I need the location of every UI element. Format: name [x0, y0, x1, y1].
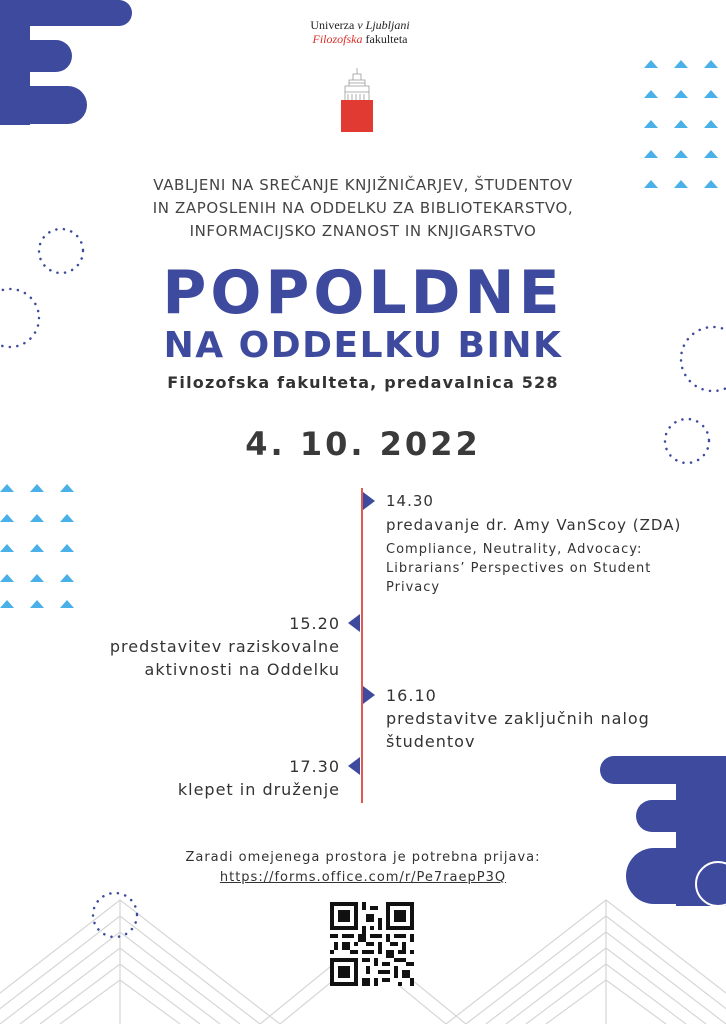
event1-title: predavanje dr. Amy VanScoy (ZDA): [386, 516, 682, 534]
event2-line1: predstavitev raziskovalne: [109, 637, 340, 656]
event1-sub1: Compliance, Neutrality, Advocacy:: [386, 542, 643, 557]
faculty-crest-icon: [337, 66, 377, 134]
event-location: Filozofska fakulteta, predavalnica 528: [167, 373, 559, 392]
timeline-line: [361, 488, 363, 803]
event-title-line2: NA ODDELKU BINK: [163, 325, 563, 366]
event4-line1: klepet in druženje: [177, 780, 340, 799]
event3-marker-icon: [363, 686, 375, 704]
invite-line1: VABLJENI NA SREČANJE KNJIŽNIČARJEV, ŠTUDENTOV: [153, 176, 573, 194]
event2-marker-icon: [348, 614, 360, 632]
decorative-dotted-circle-3: [678, 324, 726, 394]
university-line1b: v Ljubljani: [357, 18, 410, 32]
event-2: [110, 612, 340, 681]
decorative-dotted-circle-2: [0, 286, 42, 350]
event3-line2: študentov: [386, 732, 476, 751]
invite-line3: INFORMACIJSKO ZNANOST IN KNJIGARSTVO: [189, 222, 537, 240]
decorative-e-top-left: [0, 0, 140, 125]
event2-time: 15.20: [289, 614, 340, 633]
event1-marker-icon: [363, 492, 375, 510]
faculty-line2b: fakulteta: [362, 32, 408, 46]
decorative-triangles-left: [0, 484, 80, 614]
decorative-dotted-circle-5: [90, 890, 140, 940]
event-1: [386, 490, 681, 597]
event-3: [386, 684, 650, 753]
event1-sub2: Librarians’ Perspectives on Student: [386, 561, 652, 576]
decorative-triangles-top-right: [644, 60, 724, 190]
decorative-dotted-circle-4: [662, 416, 712, 466]
event4-marker-icon: [348, 757, 360, 775]
invite-line2: IN ZAPOSLENIH NA ODDELKU ZA BIBLIOTEKARSTVO,: [152, 199, 574, 217]
faculty-line2a: Filozofska: [312, 32, 363, 46]
university-name: [290, 18, 430, 46]
qr-code[interactable]: [330, 902, 414, 986]
event4-time: 17.30: [289, 757, 340, 776]
event3-time: 16.10: [386, 686, 437, 705]
event1-time: 14.30: [386, 492, 434, 510]
registration-link[interactable]: https://forms.office.com/r/Pe7raepP3Q: [219, 870, 507, 885]
decorative-dotted-circle-1: [36, 226, 86, 276]
invitation-text: [100, 174, 626, 243]
event-date: 4. 10. 2022: [245, 425, 481, 463]
event3-line1: predstavitve zaključnih nalog: [386, 709, 650, 728]
event2-line2: aktivnosti na Oddelku: [144, 660, 340, 679]
registration-text: Zaradi omejenega prostora je potrebna prijava:: [185, 850, 541, 865]
university-line1a: Univerza: [310, 18, 358, 32]
event1-sub3: Privacy: [386, 580, 441, 595]
event-4: [178, 755, 340, 801]
event-title-line1: POPOLDNE: [162, 258, 564, 328]
